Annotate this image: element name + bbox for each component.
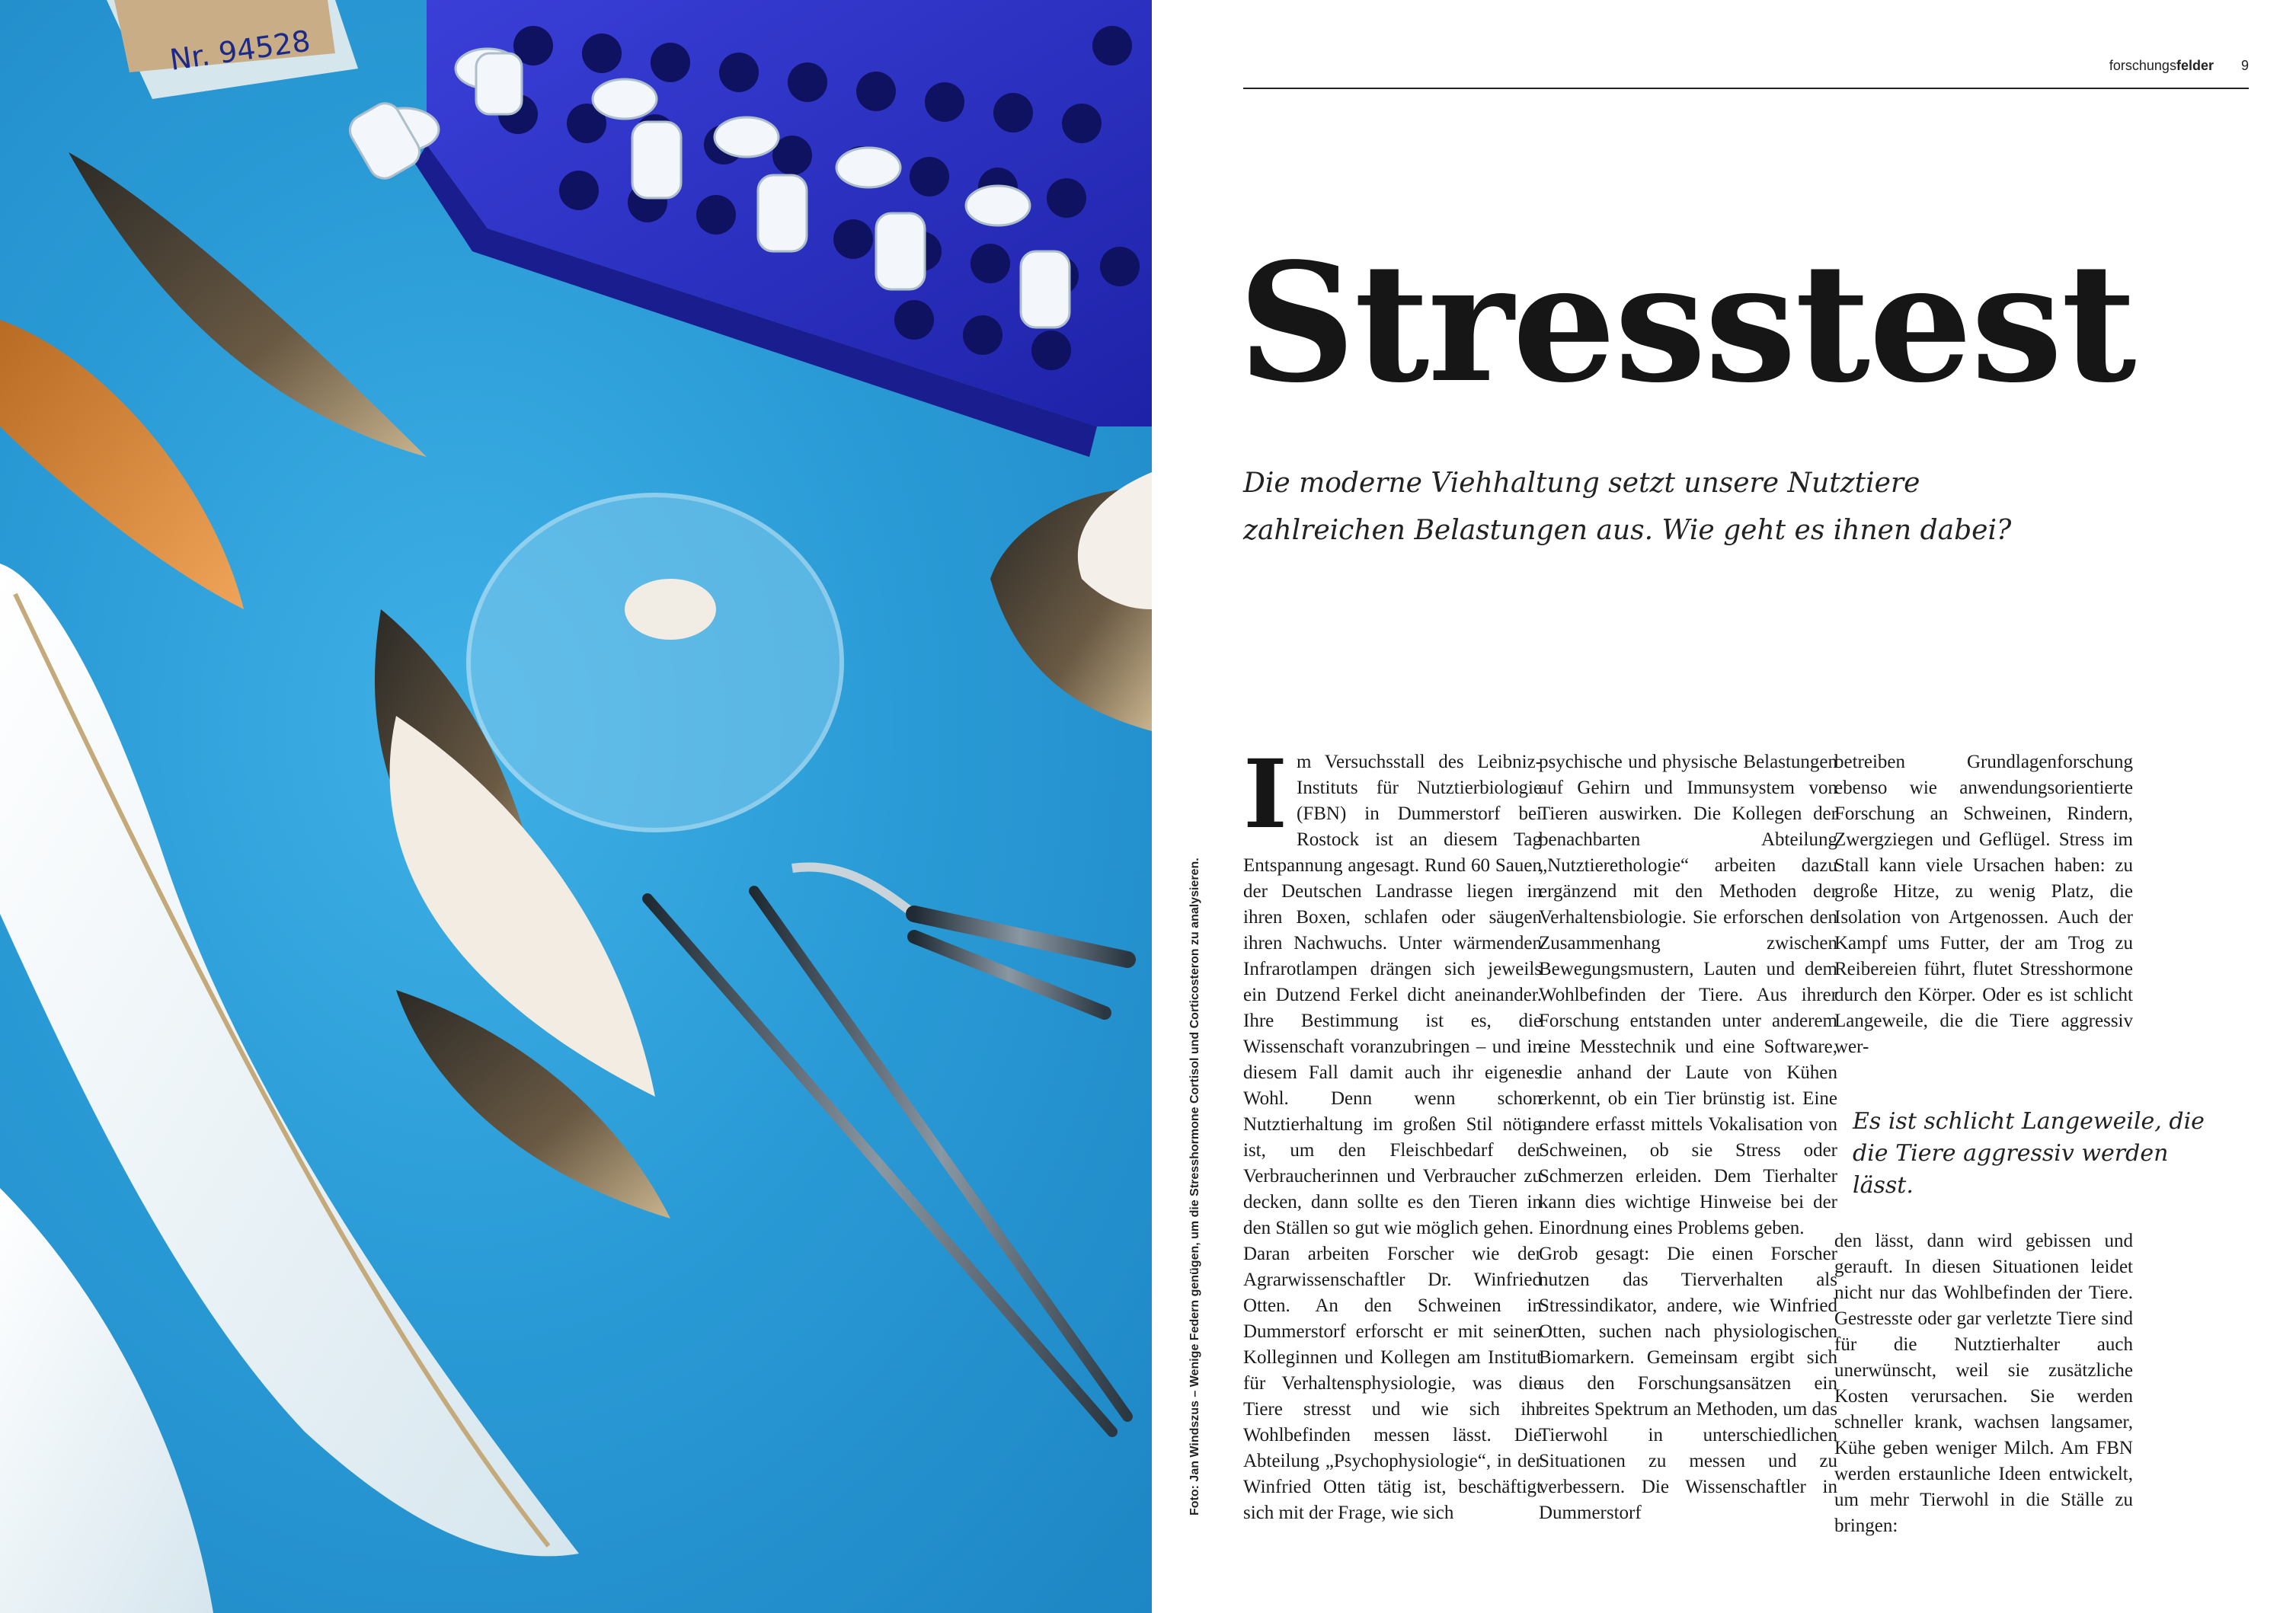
article-title: Stresstest (1238, 228, 2135, 419)
paragraph: m Versuchsstall des Leibniz-Instituts für Nutztierbiologie (FBN) in Dummerstorf bei Rostock ist an diesem Tag Entspannung angesagt. Rund 60 Sauen der Deutschen Landrasse liegen in ihren Boxen, schlafen oder säugen ihren Nachwuchs. Unter wärmenden Infrarotlampen drängen sich jeweils ein Dutzend Ferkel dicht aneinander. Ihre Bestimmung ist es, die Wissenschaft voranzubringen – und in diesem Fall damit auch ihr eigenes Wohl. Denn wenn schon Nutztierhaltung im großen Stil nötig ist, um den Fleischbedarf der Verbraucherinnen und Verbraucher zu decken, dann sollte es den Tieren in den Ställen so gut wie möglich gehen. (1243, 752, 1542, 1238)
section-label-light: forschungs (2109, 58, 2176, 73)
photo-credit: Foto: Jan Windszus – Wenige Federn genügen, um die Stresshormone Cortisol und Corticosteron zu analysieren. (1188, 858, 1201, 1516)
paragraph: betreiben Grundlagenforschung ebenso wie anwendungsorientierte Forschung an Schweinen, Rindern, Zwergziegen und Geflügel. Stress im Stall kann viele Ursachen haben: zu große Hitze, zu wenig Platz, die Isolation von Artgenossen. Auch der Kampf ums Futter, der am Trog zu Reibereien führt, flutet Stresshormone durch den Körper. Oder es ist schlicht Langeweile, die die Tiere aggressiv wer- (1834, 752, 2133, 1057)
tweezers-2 (754, 891, 1127, 1417)
paragraph: Daran arbeiten Forscher wie der Agrarwissenschaftler Dr. Winfried Otten. An den Schweinen in Dummerstorf erforscht er mit seinen Kolleginnen und Kollegen am Institut für Verhaltensphysiologie, was die Tiere stresst und wie sich ihr Wohlbefinden messen lässt. Die Abteilung „Psychophysiologie“, in der Winfried Otten tätig ist, beschäftigt sich mit der Frage, wie sich (1243, 1244, 1542, 1523)
drop-cap: I (1243, 739, 1288, 850)
tweezers-1 (648, 899, 1112, 1432)
paragraph: den lässt, dann wird gebissen und gerauft. In diesen Situationen leidet nicht nur das Wohlbefinden der Tiere. Gestresste oder gar verletzte Tiere sind für die Nutztierhalter auch unerwünscht, weil sie zusätzliche Kosten verursachen. Sie werden schneller krank, wachsen langsamer, Kühe geben weniger Milch. Am FBN werden erstaunliche Ideen entwickelt, um mehr Tierwohl in die Ställe zu bringen: (1834, 1231, 2133, 1536)
hair-sample-bag (107, 0, 358, 99)
text-column-3-continued (1834, 1228, 2133, 1539)
text-column-2 (1539, 749, 1837, 1526)
header-rule (1243, 88, 2249, 89)
running-head (2109, 58, 2249, 74)
pull-quote: Es ist schlicht Langeweile, die die Tiere aggressiv werden lässt. (1853, 1108, 2205, 1199)
deck-line-2: zahlreichen Belastungen aus. Wie geht es ihnen dabei? (1243, 515, 2012, 546)
petri-dish (468, 495, 842, 830)
article-deck (1243, 460, 2195, 554)
sample-label: Nr. 94528 (168, 24, 313, 77)
deck-line-1: Die moderne Viehhaltung setzt unsere Nutztiere (1243, 468, 1920, 499)
paragraph: Grob gesagt: Die einen Forscher nutzen das Tierverhalten als Stressindikator, andere, wie Winfried Otten, suchen nach physiologischen Biomarkern. Gemeinsam ergibt sich aus den Forschungsansätzen ein breites Spektrum an Methoden, um das Tierwohl in unterschiedlichen Situationen zu messen und zu verbessern. Die Wissenschaftler in Dummerstorf (1539, 1244, 1837, 1523)
text-column-1 (1243, 739, 1542, 1526)
scissors (792, 867, 1127, 1013)
feather-orange (0, 320, 244, 609)
section-label-bold: felder (2176, 58, 2214, 73)
page-number: 9 (2240, 58, 2249, 73)
paragraph: psychische und physische Belastungen auf Gehirn und Immunsystem von Tieren auswirken. Die Kollegen der benachbarten Abteilung „Nutztierethologie“ arbeiten dazu ergänzend mit den Methoden der Verhaltensbiologie. Sie erforschen den Zusammenhang zwischen Bewegungsmustern, Lauten und dem Wohlbefinden der Tiere. Aus ihrer Forschung entstanden unter anderem eine Messtechnik und eine Software, die anhand der Laute von Kühen erkennt, ob ein Tier brünstig ist. Eine andere erfasst mittels Vokalisation von Schweinen, ob sie Stress oder Schmerzen erleiden. Dem Tierhalter kann dies wichtige Hinweise bei der Einordnung eines Problems geben. (1539, 752, 1837, 1238)
text-column-3 (1834, 749, 2133, 1060)
